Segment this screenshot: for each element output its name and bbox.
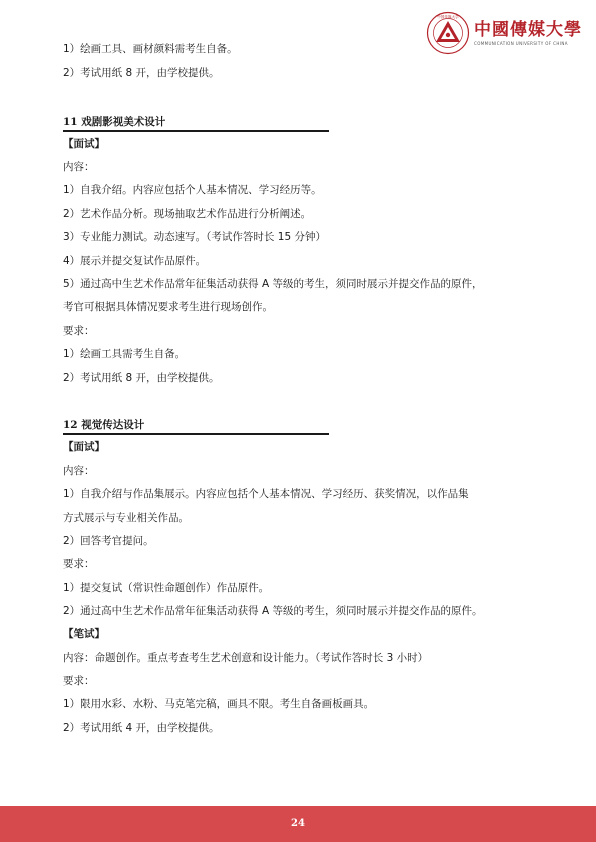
list-item: 方式展示与专业相关作品。 <box>63 512 189 524</box>
list-item: 2）艺术作品分析。现场抽取艺术作品进行分析阐述。 <box>63 208 312 220</box>
seal-text: 中国传媒大学 <box>437 15 459 20</box>
list-item: 5）通过高中生艺术作品常年征集活动获得 A 等级的考生，须同时展示并提交作品的原件， <box>63 278 483 290</box>
list-item: 3）专业能力测试。动态速写。（考试作答时长 15 分钟） <box>63 231 326 243</box>
list-item: 考官可根据具体情况要求考生进行现场创作。 <box>63 301 273 313</box>
section-rule <box>63 433 329 435</box>
section-title: 12 视觉传达设计 <box>63 419 145 431</box>
subsection-heading: 【面试】 <box>63 138 105 150</box>
content-label: 内容： <box>63 465 95 477</box>
list-item: 2）考试用纸 8 开，由学校提供。 <box>63 372 220 384</box>
list-item: 2）回答考官提问。 <box>63 535 154 547</box>
page-number: 24 <box>291 818 305 829</box>
logo-english-name: COMMUNICATION UNIVERSITY OF CHINA <box>474 40 568 46</box>
requirements-label: 要求： <box>63 558 95 570</box>
list-item: 1）自我介绍与作品集展示。内容应包括个人基本情况、学习经历、获奖情况，以作品集 <box>63 488 469 500</box>
requirements-label: 要求： <box>63 675 95 687</box>
section-rule <box>63 130 329 132</box>
section-title: 11 戏剧影视美术设计 <box>63 116 166 128</box>
content-label: 内容： <box>63 161 95 173</box>
text-line: 1）绘画工具、画材颜料需考生自备。 <box>63 43 238 55</box>
list-item: 1）限用水彩、水粉、马克笔完稿，画具不限。考生自备画板画具。 <box>63 698 375 710</box>
list-item: 1）绘画工具需考生自备。 <box>63 348 186 360</box>
list-item: 1）提交复试（常识性命题创作）作品原件。 <box>63 582 270 594</box>
subsection-heading: 【面试】 <box>63 441 105 453</box>
written-content: 内容：命题创作。重点考查考生艺术创意和设计能力。（考试作答时长 3 小时） <box>63 652 429 664</box>
text-line: 2）考试用纸 8 开，由学校提供。 <box>63 67 220 79</box>
university-seal-icon <box>426 11 470 55</box>
footer-bar <box>0 806 596 842</box>
list-item: 4）展示并提交复试作品原件。 <box>63 255 207 267</box>
list-item: 1）自我介绍。内容应包括个人基本情况、学习经历等。 <box>63 184 322 196</box>
requirements-label: 要求： <box>63 325 95 337</box>
logo-chinese-name: 中國傳媒大學 <box>474 19 582 40</box>
university-logo <box>426 9 582 57</box>
subsection-heading: 【笔试】 <box>63 628 105 640</box>
list-item: 2）通过高中生艺术作品常年征集活动获得 A 等级的考生，须同时展示并提交作品的原件。 <box>63 605 483 617</box>
list-item: 2）考试用纸 4 开，由学校提供。 <box>63 722 220 734</box>
